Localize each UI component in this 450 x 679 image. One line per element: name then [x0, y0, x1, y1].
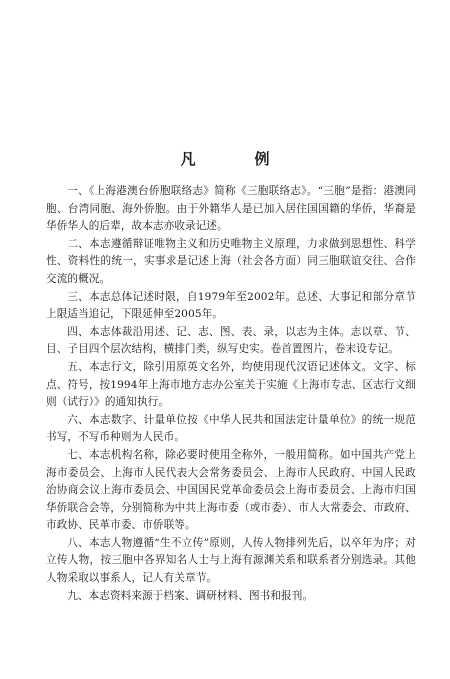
paragraph-7: 七、本志机构名称，除必要时使用全称外，一般用简称。如中国共产党上海市委员会、上海市人民代表大会常务委员会、上海市人民政府、中国人民政治协商会议上海市委员会、中国国民党革命委员会上海市委员会、上海市归国华侨联合会等，分别简称为中共上海市委（或市委）、市人大常委会、市政府、市政协、民革市委、市侨联等。: [46, 448, 416, 532]
body-text: [46, 183, 416, 605]
paragraph-2: 二、本志遵循辩证唯物主义和历史唯物主义原理，力求做到思想性、科学性、资料性的统一，实事求是记述上海（社会各方面）同三胞联谊交往、合作交流的概况。: [46, 237, 416, 285]
paragraph-3: 三、本志总体记述时限，自1979年至2002年。总述、大事记和部分章节上限适当追记，下限延伸至2005年。: [46, 290, 416, 321]
paragraph-6: 六、本志数字、计量单位按《中华人民共和国法定计量单位》的统一规范书写，不写币种则为人民币。: [46, 413, 416, 444]
paragraph-1: 一、《上海港澳台侨胞联络志》简称《三胞联络志》。“三胞”是指：港澳同胞、台湾同胞、海外侨胞。由于外籍华人是已加入居住国国籍的华侨，华裔是华侨华人的后辈，故本志亦收录记述。: [46, 185, 416, 233]
page-title: 凡 例: [180, 150, 292, 168]
paragraph-4: 四、本志体裁沿用述、记、志、图、表、录，以志为主体。志以章、节、目、子目四个层次结构，横排门类，纵写史实。卷首置图片，卷末设专记。: [46, 325, 416, 356]
paragraph-9: 九、本志资料来源于档案、调研材料、图书和报刊。: [67, 589, 314, 602]
paragraph-8: 八、本志人物遵循“生不立传”原则，人传人物排列先后，以卒年为序；对立传人物，按三胞中各界知名人士与上海有源渊关系和联系者分别选录。其他人物采取以事系人，记人有关章节。: [46, 536, 416, 585]
paragraph-5: 五、本志行文，除引用原英文名外，均使用现代汉语记述体文。文字、标点、符号，按1994年上海市地方志办公室关于实施《上海市专志、区志行文细则（试行）》的通知执行。: [46, 360, 416, 409]
